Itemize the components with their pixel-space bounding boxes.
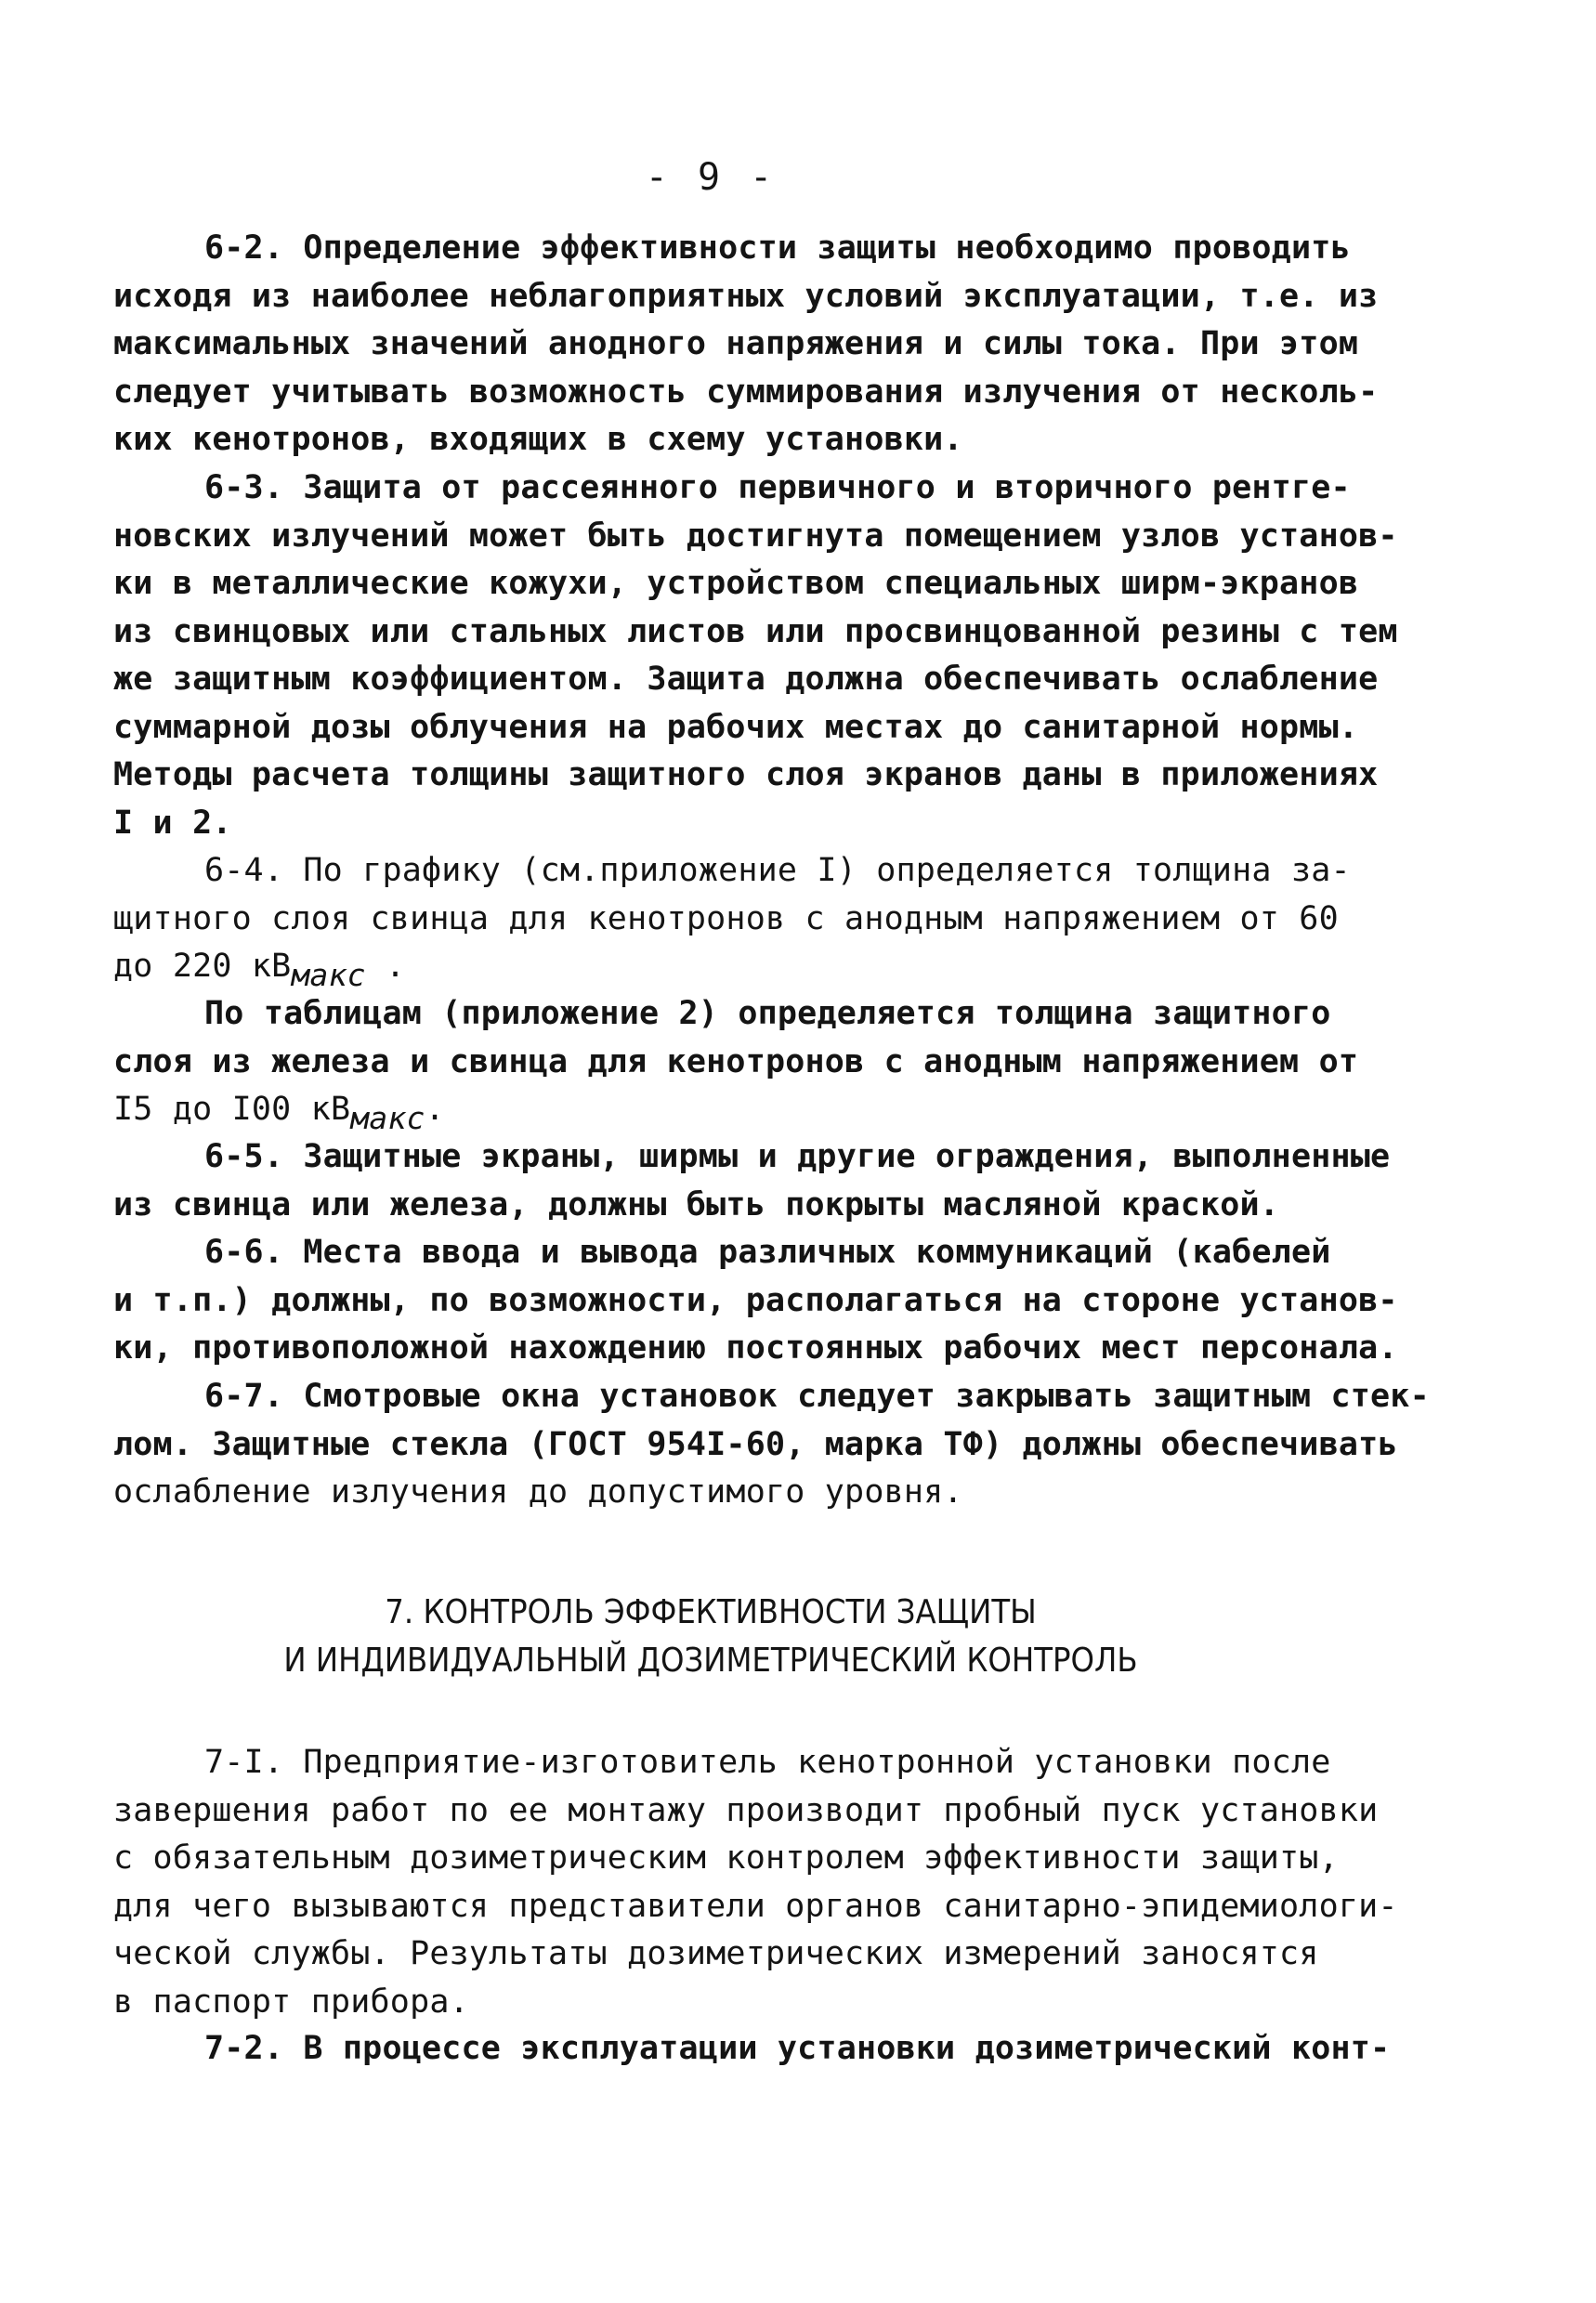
text-line: ких кенотронов, входящих в схему установки. xyxy=(113,421,963,458)
text-line: 7-2. В процессе эксплуатации установки дозиметрический конт- xyxy=(204,2030,1391,2067)
text-end: . xyxy=(425,1091,445,1128)
text-line: исходя из наиболее неблагоприятных условий эксплуатации, т.е. из xyxy=(113,277,1379,315)
text-line: 6-6. Места ввода и вывода различных коммуникаций (кабелей xyxy=(204,1234,1331,1271)
unit-subscript: макс xyxy=(350,1100,425,1136)
text-line: I и 2. xyxy=(113,804,232,842)
text-line: для чего вызываются представители органов санитарно-эпидемиологи- xyxy=(113,1887,1398,1925)
text-line: суммарной дозы облучения на рабочих местах до санитарной нормы. xyxy=(113,708,1359,746)
text-end: . xyxy=(365,948,406,985)
page-number: - 9 - xyxy=(645,156,777,199)
unit-subscript: макс xyxy=(291,957,366,993)
text-line: из свинцовых или стальных листов или просвинцованной резины с тем xyxy=(113,612,1398,650)
text-line: завершения работ по ее монтажу производит пробный пуск установки xyxy=(113,1791,1379,1829)
text-line: лом. Защитные стекла (ГОСТ 954I-60, марка ТФ) должны обеспечивать xyxy=(113,1425,1398,1463)
text-line: максимальных значений анодного напряжения и силы тока. При этом xyxy=(113,325,1359,362)
paragraph-7-1 xyxy=(113,1739,1398,2026)
paragraph-7-2 xyxy=(113,2025,1391,2074)
paragraph-6-4-tables xyxy=(113,990,1359,1136)
text-line: 6-4. По графику (см.приложение I) определяется толщина за- xyxy=(204,852,1351,889)
text-line: По таблицам (приложение 2) определяется толщина защитного xyxy=(204,995,1331,1032)
text-line: ослабление излучения до допустимого уровня. xyxy=(113,1473,963,1511)
text-line: слоя из железа и свинца для кенотронов с анодным напряжением от xyxy=(113,1042,1359,1080)
paragraph-6-4 xyxy=(113,847,1349,991)
paragraph-6-3 xyxy=(113,465,1398,847)
heading-line: 7. КОНТРОЛЬ ЭФФЕКТИВНОСТИ ЗАЩИТЫ xyxy=(385,1593,1037,1631)
text-line: же защитным коэффициентом. Защита должна обеспечивать ослабление xyxy=(113,661,1379,698)
section-heading xyxy=(0,1589,1421,1684)
text-line: из свинца или железа, должны быть покрыты масляной краской. xyxy=(113,1185,1280,1223)
text-line: 7-I. Предприятие-изготовитель кенотронной установки после xyxy=(204,1744,1331,1781)
paragraph-6-6 xyxy=(113,1229,1398,1373)
text-line: 6-5. Защитные экраны, ширмы и другие ограждения, выполненные xyxy=(204,1138,1391,1175)
text-main: I5 до I00 кВ xyxy=(113,1091,351,1128)
text-line-with-unit xyxy=(113,943,1349,991)
text-line: ки, противоположной нахождению постоянных рабочих мест персонала. xyxy=(113,1329,1398,1367)
text-line: 6-2. Определение эффективности защиты необходимо проводить xyxy=(204,229,1351,267)
paragraph-6-5 xyxy=(113,1133,1391,1229)
text-line: Методы расчета толщины защитного слоя экранов даны в приложениях xyxy=(113,756,1379,793)
heading-line: И ИНДИВИДУАЛЬНЫЙ ДОЗИМЕТРИЧЕСКИЙ КОНТРОЛЬ xyxy=(283,1641,1138,1680)
text-line: новских излучений может быть достигнута помещением узлов установ- xyxy=(113,517,1398,555)
text-line: ки в металлические кожухи, устройством специальных ширм-экранов xyxy=(113,565,1359,602)
text-line-with-unit xyxy=(113,1086,1349,1134)
text-line: с обязательным дозиметрическим контролем эффективности защиты, xyxy=(113,1839,1339,1877)
text-line: ческой службы. Результаты дозиметрических измерений заносятся xyxy=(113,1935,1319,1972)
text-line: 6-7. Смотровые окна установок следует закрывать защитным стек- xyxy=(204,1378,1430,1415)
text-line: щитного слоя свинца для кенотронов с анодным напряжением от 60 xyxy=(113,899,1339,937)
paragraph-6-7 xyxy=(113,1373,1430,1517)
paragraph-6-2 xyxy=(113,225,1379,465)
text-line: 6-3. Защита от рассеянного первичного и вторичного рентге- xyxy=(204,469,1351,506)
text-line: в паспорт прибора. xyxy=(113,1982,469,2021)
text-line: и т.п.) должны, по возможности, располагаться на стороне установ- xyxy=(113,1281,1398,1319)
text-main: до 220 кВ xyxy=(113,948,292,985)
text-line: следует учитывать возможность суммирования излучения от несколь- xyxy=(113,373,1379,411)
